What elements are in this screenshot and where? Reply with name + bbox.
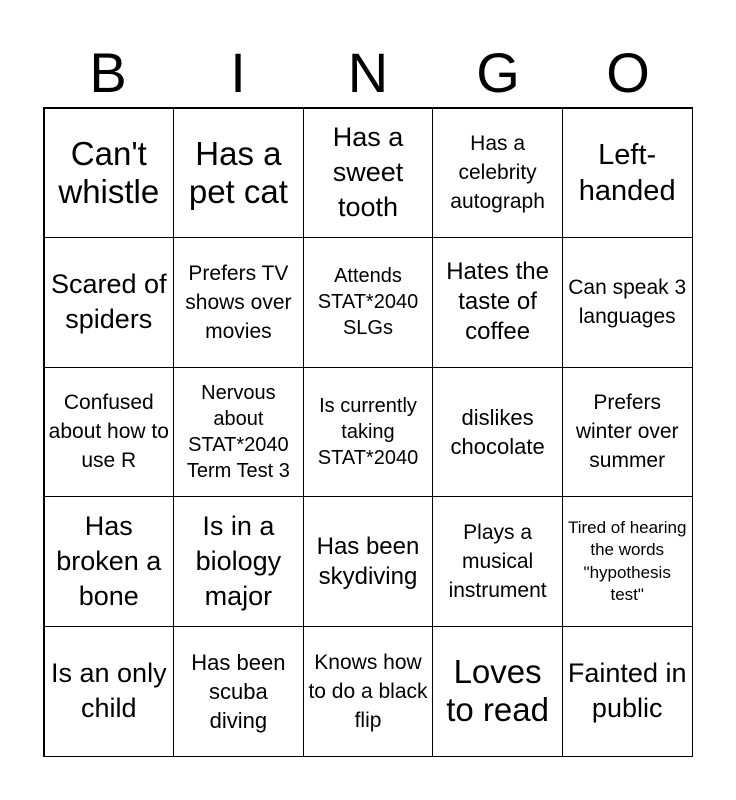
cell-text: Knows how to do a black flip (308, 650, 428, 732)
bingo-cell[interactable] (44, 367, 175, 498)
cell-text: Tired of hearing the words "hypothesis test" (567, 517, 687, 605)
header-letter-o: O (606, 41, 650, 104)
cell-text: Can't whistle (58, 134, 160, 210)
header-letter-n: N (347, 41, 389, 104)
cell-text: Nervous about STAT*2040 Term Test 3 (186, 381, 290, 482)
bingo-cell[interactable] (562, 626, 693, 757)
cell-text: Left-handed (578, 138, 676, 207)
bingo-cell[interactable] (432, 626, 563, 757)
cell-text: Has a celebrity autograph (450, 132, 545, 214)
cell-text: Has broken a bone (56, 511, 162, 612)
bingo-cell[interactable] (303, 108, 434, 239)
bingo-cell[interactable] (562, 367, 693, 498)
bingo-grid (43, 107, 693, 757)
cell-text: Is an only child (51, 658, 167, 724)
cell-text: Loves to read (446, 653, 549, 729)
bingo-cell[interactable] (562, 496, 693, 627)
bingo-cell[interactable] (44, 237, 175, 368)
cell-text: Has been scuba diving (191, 649, 286, 733)
bingo-cell[interactable] (303, 367, 434, 498)
cell-text: Prefers TV shows over movies (185, 261, 292, 343)
cell-text: Plays a musical instrument (448, 521, 547, 603)
cell-text: Is in a biology major (195, 511, 282, 612)
bingo-cell[interactable] (562, 237, 693, 368)
bingo-cell[interactable] (173, 626, 304, 757)
bingo-cell[interactable] (432, 496, 563, 627)
cell-text: Hates the taste of coffee (446, 258, 549, 346)
bingo-cell[interactable] (44, 496, 175, 627)
cell-text: Scared of spiders (51, 269, 167, 335)
cell-text: dislikes chocolate (450, 404, 545, 459)
cell-text: Has been skydiving (316, 532, 420, 590)
bingo-cell[interactable] (432, 237, 563, 368)
bingo-cell[interactable] (562, 108, 693, 239)
cell-text: Fainted in public (567, 658, 687, 724)
bingo-cell[interactable] (173, 496, 304, 627)
cell-text: Can speak 3 languages (568, 276, 687, 329)
header-letter-g: G (476, 41, 520, 104)
bingo-cell[interactable] (173, 108, 304, 239)
bingo-cell[interactable] (173, 237, 304, 368)
cell-text: Is currently taking STAT*2040 (317, 394, 419, 469)
header-letter-b: B (89, 41, 127, 104)
bingo-cell[interactable] (173, 367, 304, 498)
bingo-cell[interactable] (432, 367, 563, 498)
cell-text: Attends STAT*2040 SLGs (317, 265, 419, 340)
header-letter-i: I (230, 41, 246, 104)
cell-text: Confused about how to use R (48, 391, 169, 473)
bingo-cell[interactable] (44, 626, 175, 757)
cell-text: Has a sweet tooth (332, 122, 404, 223)
bingo-header (43, 40, 693, 106)
bingo-cell[interactable] (303, 237, 434, 368)
bingo-cell[interactable] (303, 496, 434, 627)
bingo-cell[interactable] (432, 108, 563, 239)
cell-text: Has a pet cat (188, 134, 288, 210)
cell-text: Prefers winter over summer (575, 391, 679, 473)
bingo-cell[interactable] (303, 626, 434, 757)
bingo-cell[interactable] (44, 108, 175, 239)
